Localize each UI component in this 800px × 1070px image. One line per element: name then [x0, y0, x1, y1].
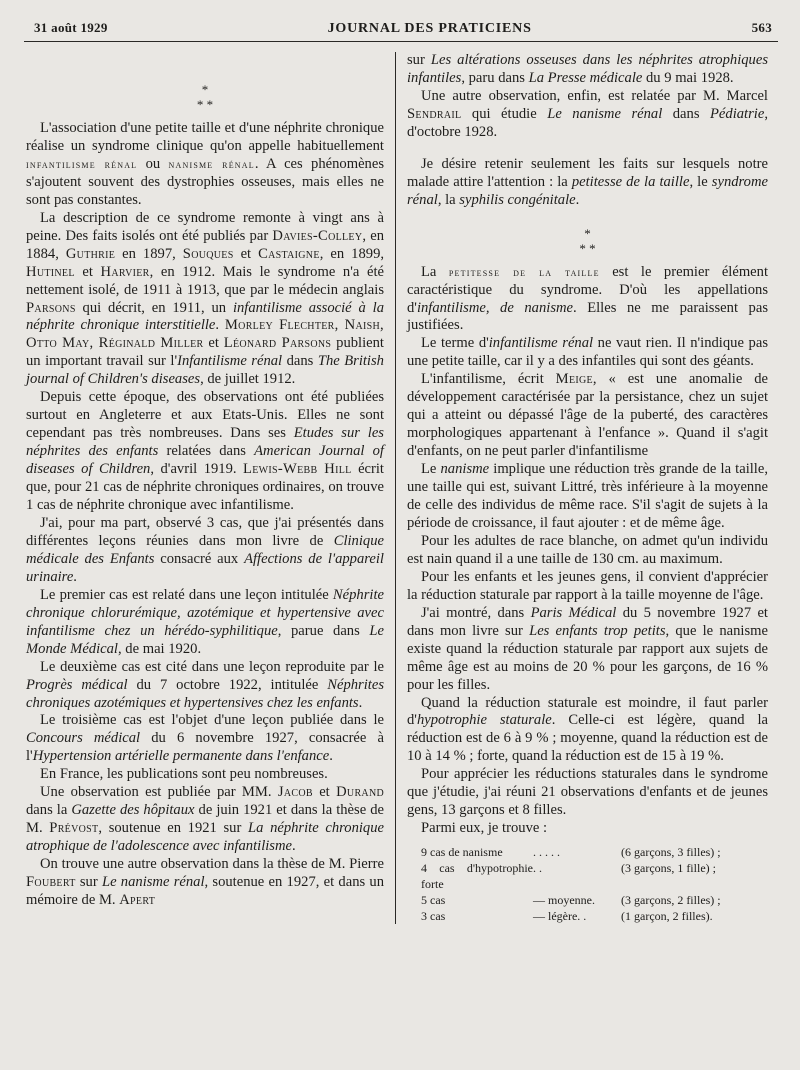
header-page-number: 563: [751, 20, 772, 35]
case-count-row: 9 cas de nanisme . . . . . (6 garçons, 3 filles) ;: [421, 845, 721, 860]
paragraph: Une observation est publiée par MM. Jacob et Durand dans la Gazette des hôpitaux de juin 1921 et dans la thèse de M. Prévost, soutenue en 1921 sur La néphrite chronique atrophique de l'adolescence avec infantilisme.: [26, 784, 384, 855]
paragraph: Pour apprécier les réductions staturales dans le syndrome que j'étudie, j'ai réuni 21 observations d'enfants et de jeunes gens, 13 garçons et 8 filles.: [407, 766, 768, 819]
paragraph: Parmi eux, je trouve :: [421, 820, 548, 837]
article-body: [24, 52, 778, 924]
header-journal-title: JOURNAL DES PRATICIENS: [327, 21, 532, 36]
paragraph: J'ai montré, dans Paris Médical du 5 novembre 1927 et dans mon livre sur Les enfants trop petits, que le nanisme existe quand la réduction staturale par rapport aux sujets de même âge est au moins de 20 % pour les garçons, de 16 % pour les filles.: [407, 604, 768, 693]
paragraph: Depuis cette époque, des observations ont été publiées surtout en Angleterre et aux Etats-Unis. Elles ne sont cependant pas très nombreuses. Dans ses Etudes sur les néphrites des enfants relatées dans American Journal of diseases of Children, d'avril 1919. Lewis-Webb Hill écrit que, pour 21 cas de néphrite chroniques ordinaires, on trouve 1 cas de néphrite chronique avec infantilisme.: [26, 389, 384, 514]
paragraph: L'infantilisme, écrit Meige, « est une anomalie de développement caractérisée par la persistance, chez un sujet qui a atteint ou dépassé l'âge de la puberté, des caractères morphologiques appartenant à l'enfance ». Quand il s'agit d'enfants, on ne peut parler d'infantilisme: [407, 371, 768, 460]
section-stars: * * *: [579, 225, 596, 256]
paragraph: Je désire retenir seulement les faits sur lesquels notre malade attire l'attention : la petitesse de la taille, le syndrome rénal, la syphilis congénitale.: [407, 155, 768, 208]
paragraph: L'association d'une petite taille et d'une néphrite chronique réalise un syndrome clinique qu'on appelle habituellement infantilisme rénal ou nanisme rénal. A ces phénomènes s'ajoutent souvent des dystrophies osseuses, mais elles ne sont pas constantes.: [26, 120, 384, 208]
paragraph: Pour les enfants et les jeunes gens, il convient d'apprécier la réduction staturale par rapport à la taille moyenne de l'âge.: [407, 568, 768, 603]
left-column: [24, 52, 384, 924]
paragraph: Le premier cas est relaté dans une leçon intitulée Néphrite chronique chlorurémique, azotémique et hypertensive avec infantilisme chez un hérédo-syphilitique, parue dans Le Monde Médical, de mai 1920.: [26, 586, 384, 657]
section-stars: * * *: [196, 82, 214, 112]
paragraph: La petitesse de la taille est le premier élément caractéristique du syndrome. D'où les appellations d'infantilisme, de nanisme. Elles ne me paraissent pas justifiées.: [407, 263, 769, 334]
paragraph: J'ai, pour ma part, observé 3 cas, que j'ai présentés dans différentes leçons réunies dans mon livre de Clinique médicale des Enfants consacré aux Affections de l'appareil urinaire.: [26, 514, 384, 585]
case-count-row: 3 cas — légère. . (1 garçon, 2 filles).: [421, 909, 713, 924]
paragraph: Le troisième cas est l'objet d'une leçon publiée dans le Concours médical du 6 novembre 1927, consacrée à l'Hypertension artérielle permanente dans l'enfance.: [26, 712, 384, 765]
case-count-row: 4 cas d'hypotrophie forte . . (3 garçons, 1 fille) ;: [421, 861, 716, 892]
paragraph: On trouve une autre observation dans la thèse de M. Pierre Foubert sur Le nanisme rénal, soutenue en 1927, et dans un mémoire de M. Apert: [26, 856, 385, 908]
header-date: 31 août 1929: [34, 20, 108, 35]
right-column: [395, 52, 768, 924]
paragraph: Le terme d'infantilisme rénal ne vaut rien. Il n'indique pas une petite taille, car il y a des infantiles qui sont des géants.: [407, 335, 768, 370]
paragraph: Le nanisme implique une réduction très grande de la taille, une taille qui est, suivant Littré, très inférieure à la moyenne de celle des individus de même race. S'il s'agit de sujets à la période de croissance, il faut ajouter : et de même âge.: [407, 461, 768, 531]
paragraph: Le deuxième cas est cité dans une leçon reproduite par le Progrès médical du 7 octobre 1922, intitulée Néphrites chroniques azotémiques et hypertensives chez les enfants.: [26, 658, 385, 711]
paragraph: sur Les altérations osseuses dans les néphrites atrophiques infantiles, paru dans La Presse médicale du 9 mai 1928.: [407, 52, 768, 86]
spacer: [407, 142, 768, 156]
paragraph: Pour les adultes de race blanche, on admet qu'un individu est nain quand il a une taille de 130 cm. au maximum.: [407, 532, 768, 567]
paragraph: La description de ce syndrome remonte à vingt ans à peine. Des faits isolés ont été publiés par Davies-Colley, en 1884, Guthrie en 1897, Souques et Castaigne, en 1899, Hutinel et Harvier, en 1912. Mais le syndrome n'a été nettement isolé, de 1911 à 1913, que par le médecin anglais Parsons qui décrit, en 1911, un infantilisme associé à la néphrite chronique interstitielle. Morley Flechter, Naish, Otto May, Réginald Miller et Léonard Parsons publient un important travail sur l'Infantilisme rénal dans The British journal of Children's diseases, de juillet 1912.: [26, 209, 385, 388]
case-count-table: [421, 844, 768, 924]
paragraph: Une autre observation, enfin, est relatée par M. Marcel Sendrail qui étudie Le nanisme rénal dans Pédiatrie, d'octobre 1928.: [407, 87, 768, 140]
paragraph: En France, les publications sont peu nombreuses.: [40, 766, 328, 783]
case-count-row: 5 cas — moyenne. (3 garçons, 2 filles) ;: [421, 893, 721, 908]
running-header: [24, 20, 778, 42]
paragraph: Quand la réduction staturale est moindre, il faut parler d'hypotrophie staturale. Celle-ci est légère, quand la réduction est de 6 à 9 % ; moyenne, quand la réduction est de 10 à 14 % ; forte, quand la réduction est de 15 à 19 %.: [407, 694, 769, 765]
